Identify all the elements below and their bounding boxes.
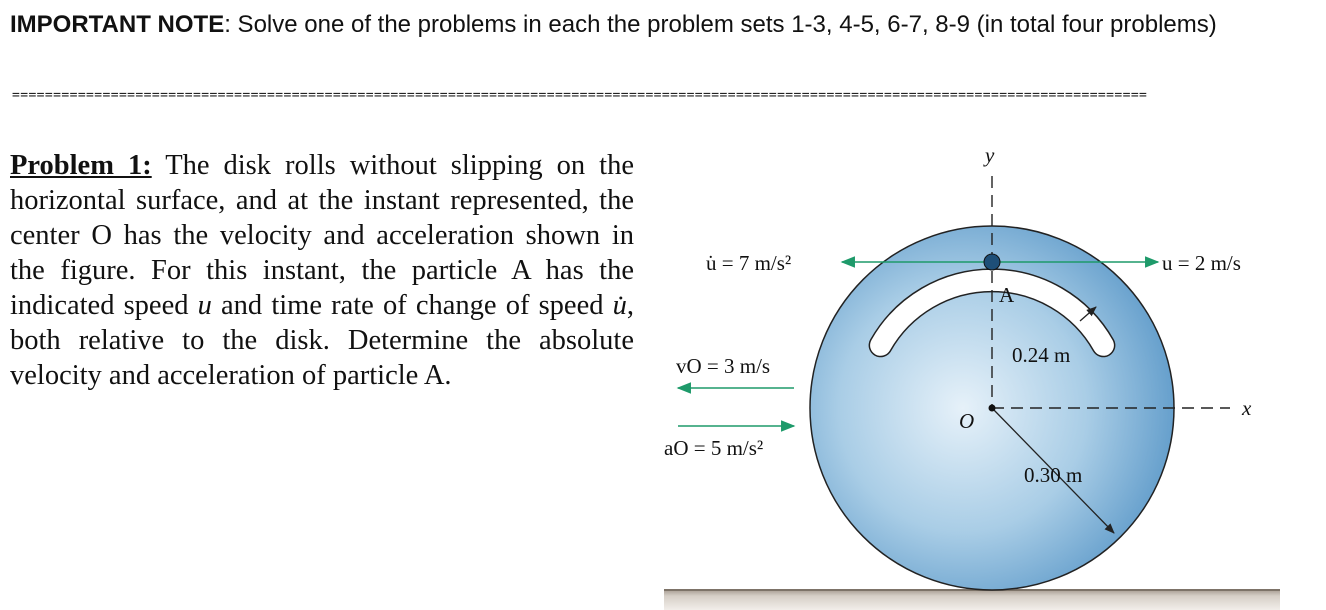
problem-text-part-1: The disk rolls without slipping on the horizontal surface, and at the instant represented, the center O has the velocity and acceleration shown in the figure. For this instant, the particle A has the indicated speed <box>10 150 634 321</box>
note-text: : Solve one of the problems in each the problem sets 1-3, 4-5, 6-7, 8-9 (in total four problems) <box>224 11 1217 38</box>
udot-label: u̇ = 7 m/s² <box>706 251 792 275</box>
variable-udot: u̇ <box>612 290 627 321</box>
x-axis-label: x <box>1242 396 1252 420</box>
problem-text-part-3: , both relative to the disk. Determine the absolute velocity and acceleration of particle A. <box>10 290 634 391</box>
outer-radius-label: 0.30 m <box>1024 463 1083 487</box>
disk-diagram <box>662 140 1292 610</box>
variable-u: u <box>197 290 212 321</box>
ao-label: aO = 5 m/s² <box>664 436 764 460</box>
divider-line: ========================================================================================================================================== <box>12 88 1148 103</box>
problem-1-statement <box>10 148 634 393</box>
y-axis-label: y <box>985 143 995 167</box>
vo-label: vO = 3 m/s <box>676 354 771 378</box>
center-o <box>989 405 996 412</box>
disk-figure <box>662 140 1292 610</box>
note-label: IMPORTANT NOTE <box>10 11 225 38</box>
particle-label: A <box>999 283 1015 307</box>
u-label: u = 2 m/s <box>1162 251 1241 275</box>
ground-surface <box>664 590 1280 610</box>
inner-radius-label: 0.24 m <box>1012 343 1071 367</box>
problem-text-part-2: and time rate of change of speed <box>211 290 613 321</box>
problem-title: Problem 1: <box>10 150 152 181</box>
important-note <box>10 8 1310 42</box>
particle-a <box>984 254 1000 270</box>
center-label: O <box>959 409 975 433</box>
